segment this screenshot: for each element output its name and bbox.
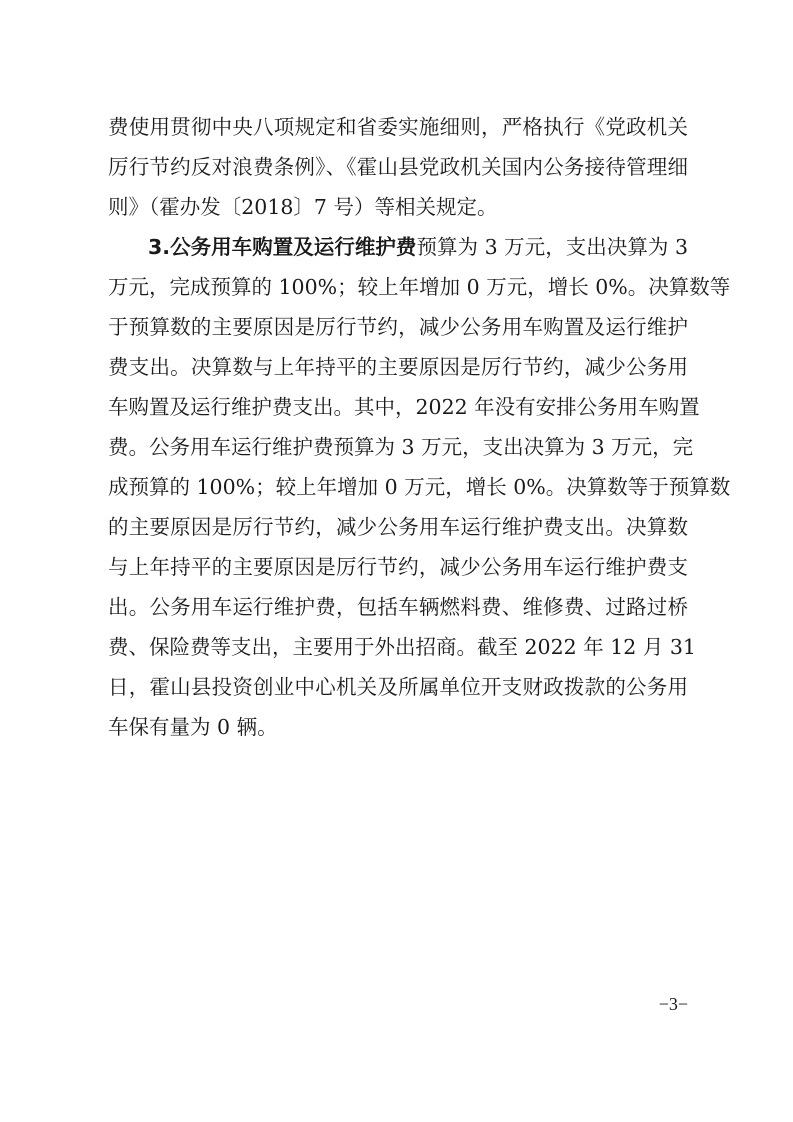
page-number: −3− — [658, 994, 688, 1014]
section-heading: 3.公务用车购置及运行维护费 — [148, 235, 417, 259]
paragraph-2-line-5: 车购置及运行维护费支出。其中，2022 年没有安排公务用车购置 — [108, 395, 700, 419]
paragraph-1-line-1: 费使用贯彻中央八项规定和省委实施细则，严格执行《党政机关 — [108, 115, 688, 139]
paragraph-2-line-4: 费支出。决算数与上年持平的主要原因是厉行节约，减少公务用 — [108, 355, 688, 379]
paragraph-2-line-12: 日，霍山县投资创业中心机关及所属单位开支财政拨款的公务用 — [108, 675, 688, 699]
paragraph-1-line-2: 厉行节约反对浪费条例》、《霍山县党政机关国内公务接待管理细 — [108, 155, 688, 179]
paragraph-2-line-11: 费、保险费等支出，主要用于外出招商。截至 2022 年 12 月 31 — [108, 635, 696, 659]
paragraph-2-line-2: 万元，完成预算的 100%；较上年增加 0 万元，增长 0%。决算数等 — [108, 275, 731, 299]
paragraph-1-line-3: 则》（霍办发〔2018〕7 号）等相关规定。 — [108, 195, 498, 219]
paragraph-2-line-7: 成预算的 100%；较上年增加 0 万元，增长 0%。决算数等于预算数 — [108, 475, 731, 499]
paragraph-2-line-13: 车保有量为 0 辆。 — [108, 715, 278, 739]
paragraph-2-line-9: 与上年持平的主要原因是厉行节约，减少公务用车运行维护费支 — [108, 555, 688, 579]
paragraph-2-line-8: 的主要原因是厉行节约，减少公务用车运行维护费支出。决算数 — [108, 515, 688, 539]
paragraph-2-line-3: 于预算数的主要原因是厉行节约，减少公务用车购置及运行维护 — [108, 315, 688, 339]
paragraph-2-first-line-text: 预算为 3 万元，支出决算为 3 — [416, 235, 688, 259]
paragraph-2-first-line — [148, 234, 688, 260]
paragraph-2-line-10: 出。公务用车运行维护费，包括车辆燃料费、维修费、过路过桥 — [108, 595, 688, 619]
paragraph-2-line-6: 费。公务用车运行维护费预算为 3 万元，支出决算为 3 万元，完 — [108, 435, 694, 459]
